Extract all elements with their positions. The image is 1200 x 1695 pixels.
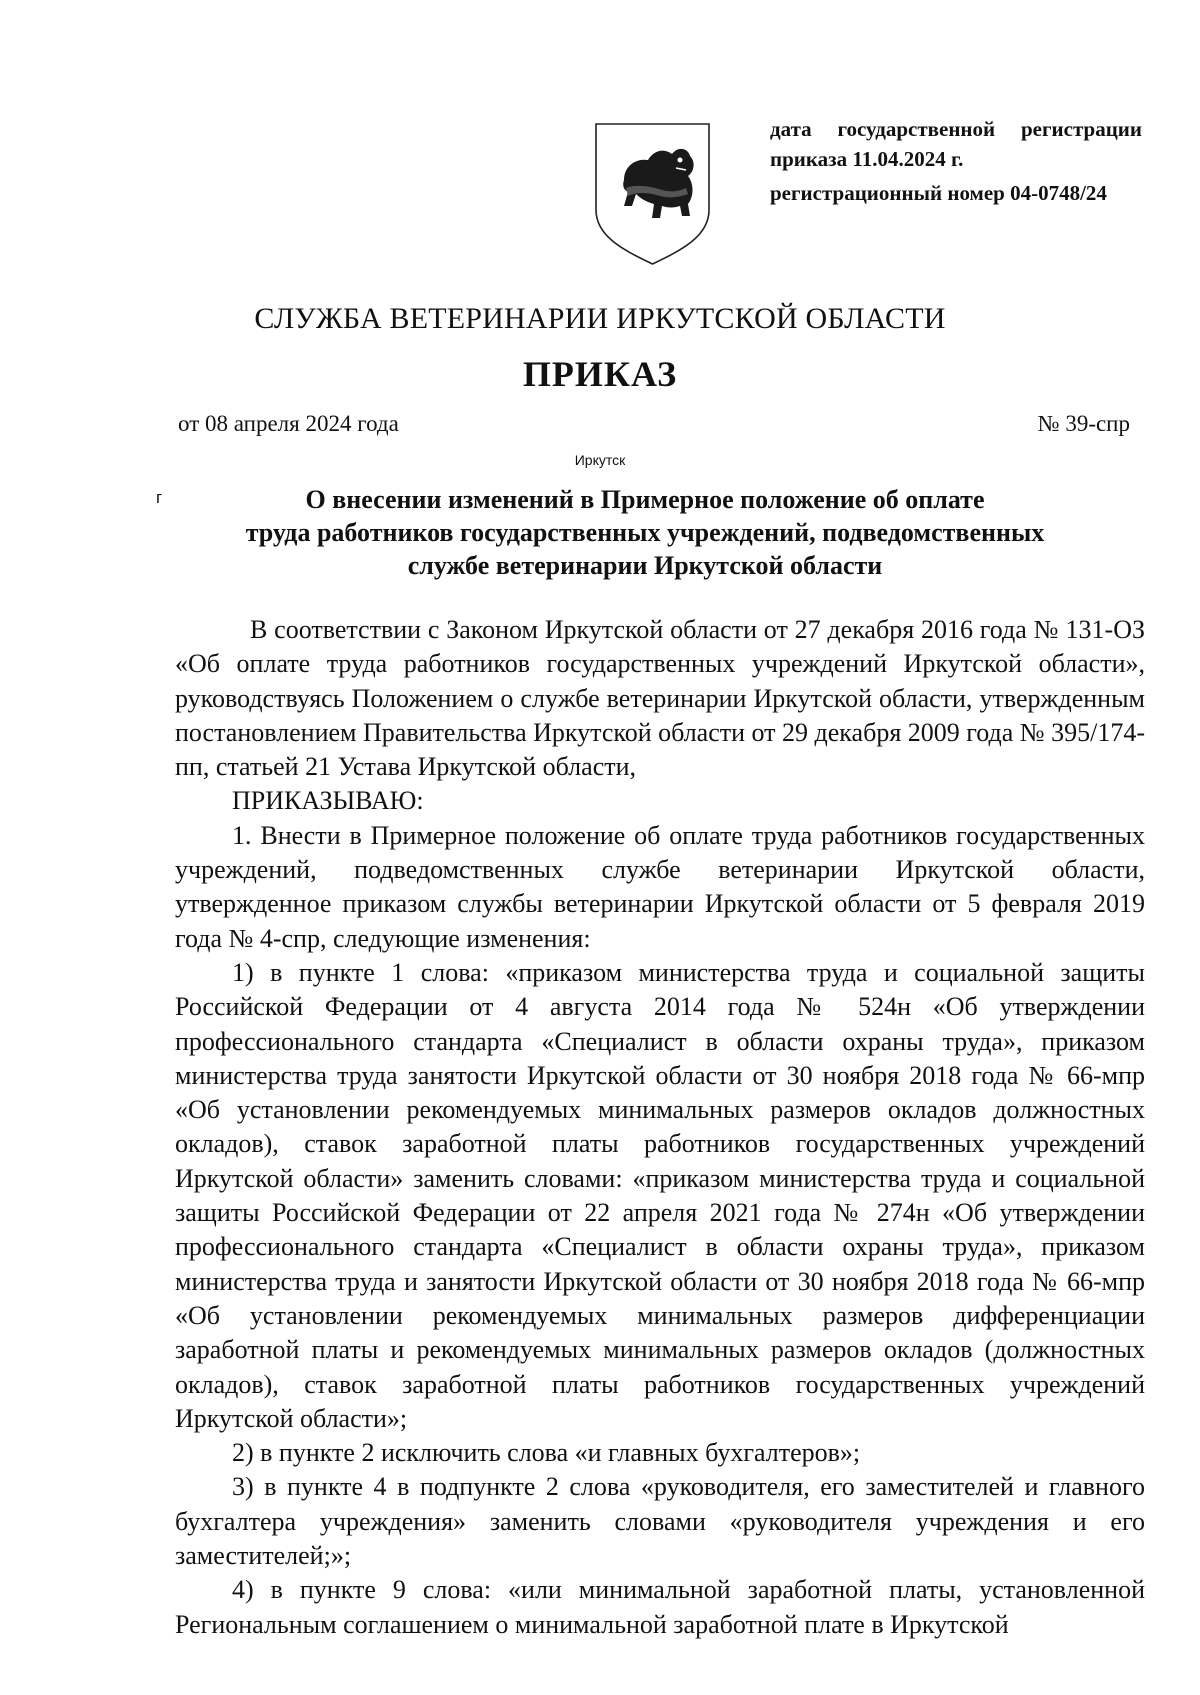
document-body [175, 613, 1145, 1642]
title-line: службе ветеринарии Иркутской области [407, 551, 883, 580]
body-paragraph: 3) в пункте 4 в подпункте 2 слова «руководителя, его заместителей и главного бухгалтера учреждения» заменить словами «руководителя учреждения и его заместителей;»; [175, 1472, 1145, 1571]
body-paragraph: 4) в пункте 9 слова: «или минимальной заработной платы, установленной Региональным соглашением о минимальной заработной плате в Иркутской [175, 1575, 1145, 1639]
city-name: Иркутск [574, 452, 626, 468]
order-date: от 08 апреля 2024 года [178, 411, 399, 436]
body-paragraph: 1) в пункте 1 слова: «приказом министерства труда и социальной защиты Российской Федерации от 4 августа 2014 года № 524н «Об утверждении профессионального стандарта «Специалист в области охраны труда», приказом министерства труда занятости Иркутской области от 30 ноября 2018 года № 66-мпр «Об установлении рекомендуемых минимальных размеров окладов должностных окладов), ставок заработной платы работников государственных учреждений Иркутской области» заменить словами: «приказом министерства труда и социальной защиты Российской Федерации от 22 апреля 2021 года № 274н «Об утверждении профессионального стандарта «Специалист в области охраны труда», приказом министерства труда и занятости Иркутской области от 30 ноября 2018 года № 66-мпр «Об установлении рекомендуемых минимальных размеров дифференциации заработной платы и рекомендуемых минимальных размеров окладов (должностных окладов), ставок заработной платы работников государственных учреждений Иркутской области»; [175, 957, 1145, 1433]
coat-of-arms-icon [590, 118, 715, 268]
registration-block [770, 114, 1142, 208]
document-title [160, 483, 1130, 582]
order-keyword: ПРИКАЗЫВАЮ: [232, 786, 424, 816]
registration-date-label: дата государственной регистрации [770, 117, 1142, 141]
title-line: труда работников государственных учреждений, подведомственных [245, 518, 1045, 547]
body-paragraph: 1. Внести в Примерное положение об оплате труда работников государственных учреждений, подведомственных службе ветеринарии Иркутской области, утвержденное приказом службы ветеринарии Иркутской области от 5 февраля 2019 года № 4-спр, следующие изменения: [175, 820, 1145, 953]
registration-date-value: приказа 11.04.2024 г. [770, 147, 964, 171]
registration-number: регистрационный номер 04-0748/24 [770, 181, 1107, 205]
document-type: ПРИКАЗ [522, 354, 678, 394]
body-paragraph: 2) в пункте 2 исключить слова «и главных бухгалтеров»; [232, 1438, 861, 1468]
corner-mark: г [156, 488, 163, 507]
preamble-paragraph: В соответствии с Законом Иркутской области от 27 декабря 2016 года № 131-ОЗ «Об оплате труда работников государственных учреждений Иркутской области», руководствуясь Положением о службе ветеринарии Иркутской области, утвержденным постановлением Правительства Иркутской области от 29 декабря 2009 года № 395/174-пп, статьей 21 Устава Иркутской области, [175, 615, 1145, 782]
order-number: № 39-спр [1037, 411, 1130, 436]
title-line: О внесении изменений в Примерное положение об оплате [305, 485, 985, 514]
organization-name: СЛУЖБА ВЕТЕРИНАРИИ ИРКУТСКОЙ ОБЛАСТИ [254, 302, 946, 335]
